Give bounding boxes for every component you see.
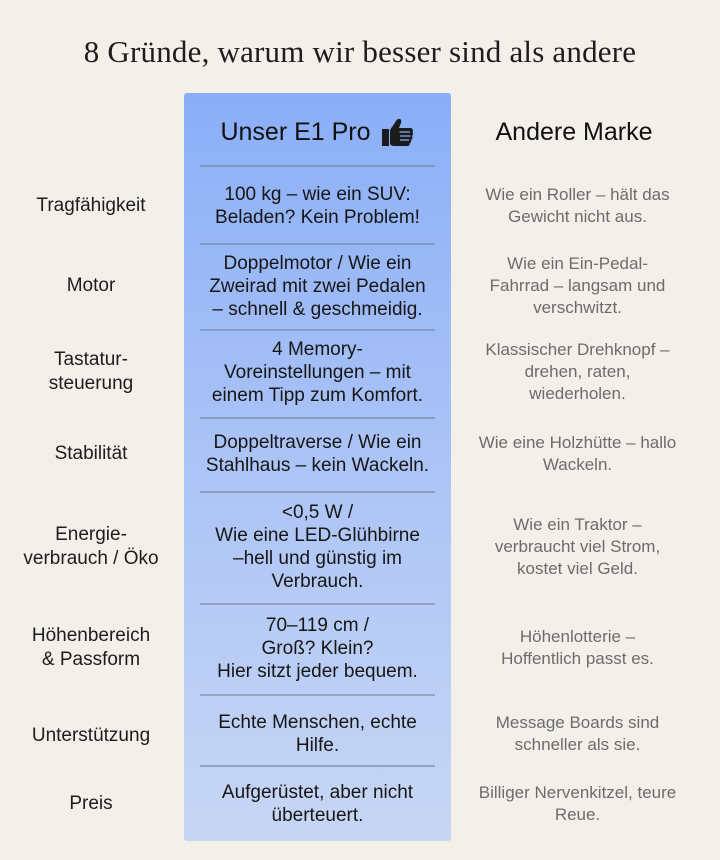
row-label: Motor bbox=[66, 275, 116, 296]
other-cell: Höhenlotterie – Hoffentlich passt es. bbox=[501, 627, 654, 668]
row-label: Tastatur- steuerung bbox=[48, 349, 134, 394]
ours-cell: Doppelmotor / Wie ein Zweirad mit zwei Pedalen – schnell & geschmeidig. bbox=[209, 252, 426, 320]
column-header-other: Andere Marke bbox=[495, 118, 653, 146]
other-cell: Wie ein Traktor – verbraucht viel Strom, kostet viel Geld. bbox=[494, 515, 661, 578]
row-divider bbox=[200, 765, 435, 767]
row-divider bbox=[200, 603, 435, 605]
row-label: Preis bbox=[69, 793, 113, 814]
row-label: Tragfähigkeit bbox=[36, 195, 146, 216]
other-cell: Billiger Nervenkitzel, teure Reue. bbox=[478, 783, 677, 824]
ours-cell: 70–119 cm / Groß? Klein? Hier sitzt jeder bequem. bbox=[217, 614, 418, 682]
row-divider bbox=[200, 243, 435, 245]
ours-cell: <0,5 W / Wie eine LED-Glühbirne –hell und günstig im Verbrauch. bbox=[215, 502, 420, 592]
other-cell: Message Boards sind schneller als sie. bbox=[495, 713, 660, 754]
row-divider bbox=[200, 491, 435, 493]
row-label: Stabilität bbox=[54, 443, 128, 464]
page-title: 8 Gründe, warum wir besser sind als andere bbox=[83, 34, 637, 69]
row-label: Höhenbereich & Passform bbox=[31, 625, 151, 670]
row-divider bbox=[200, 694, 435, 696]
row-label: Energie- verbrauch / Öko bbox=[23, 524, 159, 569]
ours-cell: Aufgerüstet, aber nicht überteuert. bbox=[221, 782, 414, 826]
row-divider bbox=[200, 165, 435, 167]
ours-cell: Doppeltraverse / Wie ein Stahlhaus – kein Wackeln. bbox=[205, 432, 430, 476]
other-cell: Wie eine Holzhütte – hallo Wackeln. bbox=[478, 433, 677, 474]
other-cell: Klassischer Drehknopf – drehen, raten, wiederholen. bbox=[485, 340, 670, 403]
row-label: Unterstützung bbox=[31, 725, 151, 746]
other-cell: Wie ein Roller – hält das Gewicht nicht aus. bbox=[485, 185, 670, 226]
ours-cell: 4 Memory- Voreinstellungen – mit einem Tipp zum Komfort. bbox=[211, 338, 424, 406]
thumbs-up-icon bbox=[379, 115, 415, 149]
other-cell: Wie ein Ein-Pedal- Fahrrad – langsam und verschwitzt. bbox=[489, 254, 666, 317]
ours-cell: Echte Menschen, echte Hilfe. bbox=[218, 712, 417, 756]
column-header-ours-label: Unser E1 Pro bbox=[220, 118, 371, 146]
column-header-ours bbox=[184, 112, 451, 152]
row-divider bbox=[200, 417, 435, 419]
ours-cell: 100 kg – wie ein SUV: Beladen? Kein Problem! bbox=[215, 184, 420, 228]
row-divider bbox=[200, 329, 435, 331]
